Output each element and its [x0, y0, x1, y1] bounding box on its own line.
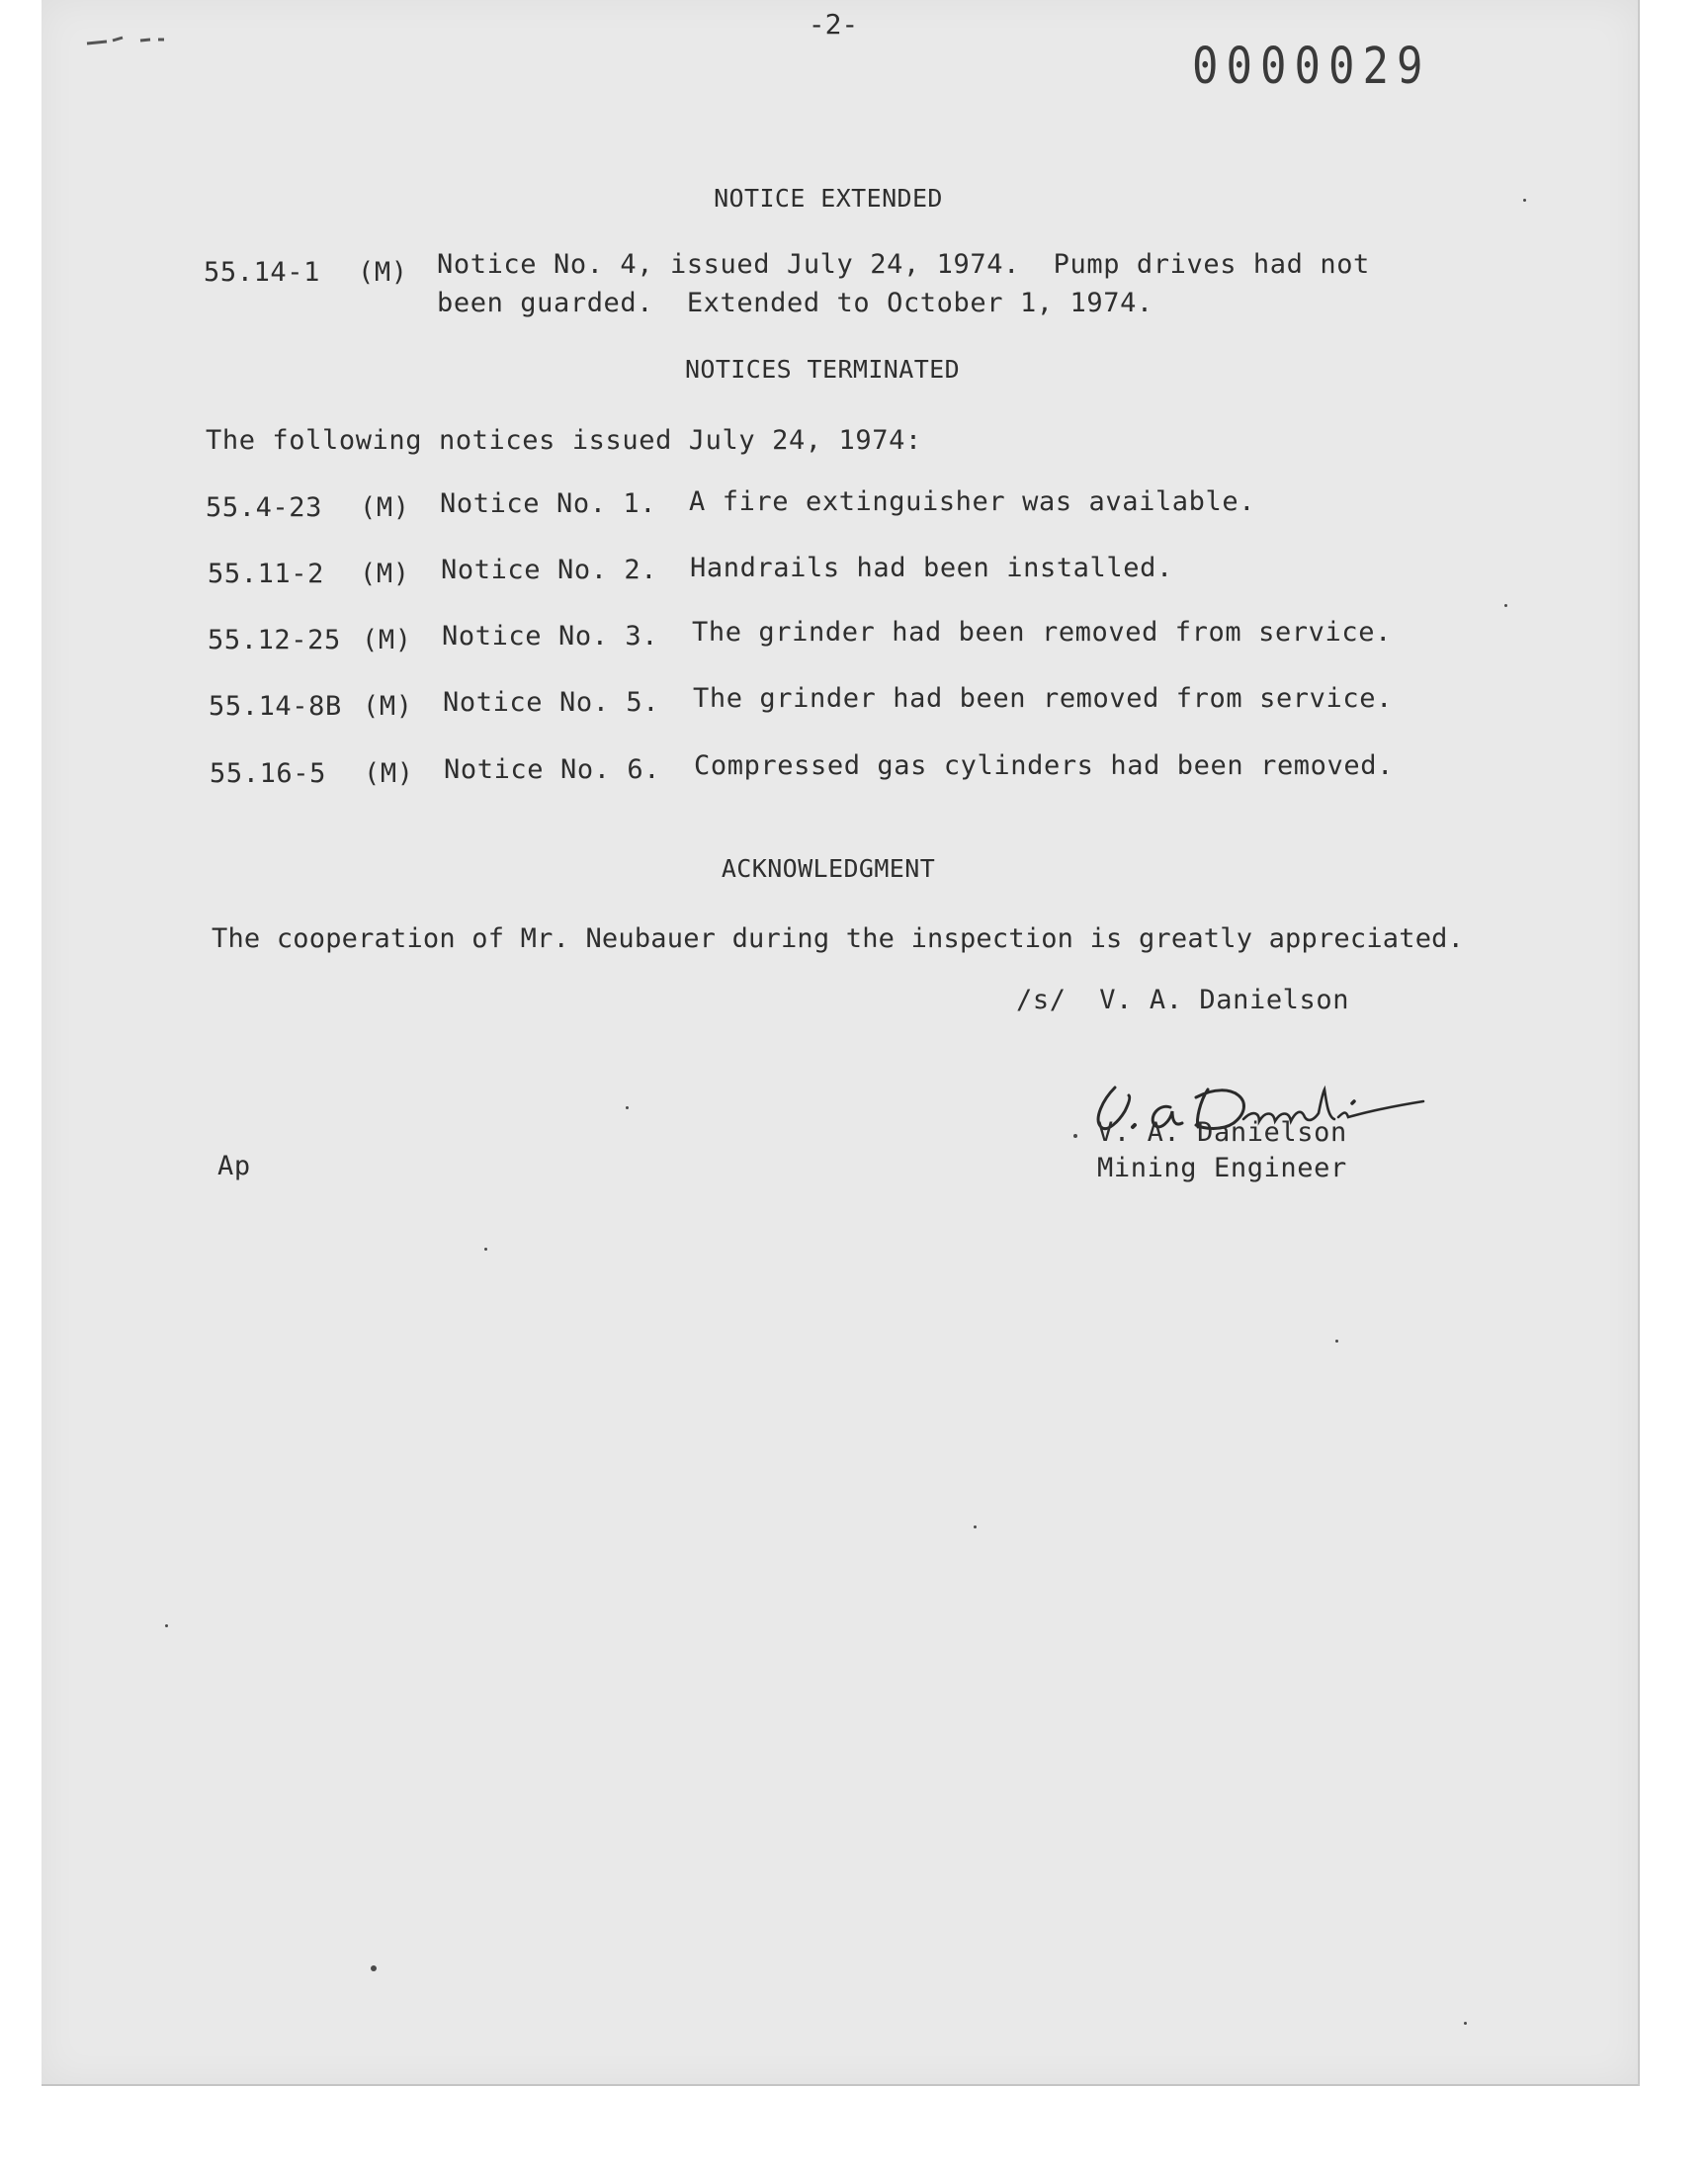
acknowledgment-heading: ACKNOWLEDGMENT: [721, 854, 936, 883]
signatory-title: Mining Engineer: [1097, 1153, 1347, 1183]
item-cite: 55.14-8B: [209, 691, 342, 722]
item-notice: Notice No. 5.: [443, 687, 660, 718]
item-cite: 55.4-23: [206, 492, 322, 523]
item-notice: Notice No. 3.: [442, 621, 659, 652]
item-cite: 55.16-5: [210, 758, 326, 789]
scan-speck: [1073, 1134, 1077, 1138]
item-cite: 55.12-25: [208, 625, 341, 655]
terminated-intro: The following notices issued July 24, 1974:: [206, 425, 922, 456]
acknowledgment-text: The cooperation of Mr. Neubauer during the inspection is greatly appreciated.: [212, 923, 1465, 954]
top-edge-marks: [85, 34, 194, 47]
document-id-stamp: 0000029: [1192, 38, 1431, 96]
item-notice: Notice No. 6.: [444, 754, 661, 785]
item-text: A fire extinguisher was available.: [689, 486, 1256, 517]
notice-extended-heading: NOTICE EXTENDED: [714, 184, 943, 213]
scan-speck: [484, 1248, 487, 1251]
item-text: The grinder had been removed from service.: [693, 683, 1393, 714]
page-number: -2-: [808, 8, 859, 41]
signed-line: /s/ V. A. Danielson: [1016, 985, 1350, 1015]
scan-speck: [626, 1106, 629, 1109]
item-code: (M): [360, 492, 410, 523]
typist-initials: Ap: [217, 1151, 251, 1181]
signatory-name: V. A. Danielson: [1097, 1117, 1347, 1148]
scan-speck: [1504, 604, 1507, 607]
item-notice: Notice No. 1.: [440, 488, 657, 519]
item-text: The grinder had been removed from service.: [692, 617, 1392, 648]
extended-line-2: been guarded. Extended to October 1, 1974.: [437, 288, 1153, 318]
item-cite: 55.11-2: [208, 559, 324, 589]
item-code: (M): [364, 758, 414, 789]
extended-code: (M): [358, 257, 408, 288]
item-text: Compressed gas cylinders had been removed.: [694, 750, 1394, 781]
scan-speck: [974, 1525, 977, 1528]
item-notice: Notice No. 2.: [441, 555, 658, 585]
item-code: (M): [362, 625, 412, 655]
scan-speck: [371, 1965, 377, 1971]
scan-speck: [1464, 2022, 1467, 2025]
notices-terminated-heading: NOTICES TERMINATED: [684, 355, 961, 384]
extended-line-1: Notice No. 4, issued July 24, 1974. Pump drives had not: [437, 249, 1370, 280]
scan-speck: [1335, 1340, 1338, 1343]
extended-cite: 55.14-1: [204, 257, 320, 288]
item-code: (M): [363, 691, 413, 722]
scan-speck: [165, 1624, 168, 1627]
item-text: Handrails had been installed.: [690, 553, 1173, 583]
scan-speck: [1523, 199, 1526, 202]
item-code: (M): [360, 559, 410, 589]
